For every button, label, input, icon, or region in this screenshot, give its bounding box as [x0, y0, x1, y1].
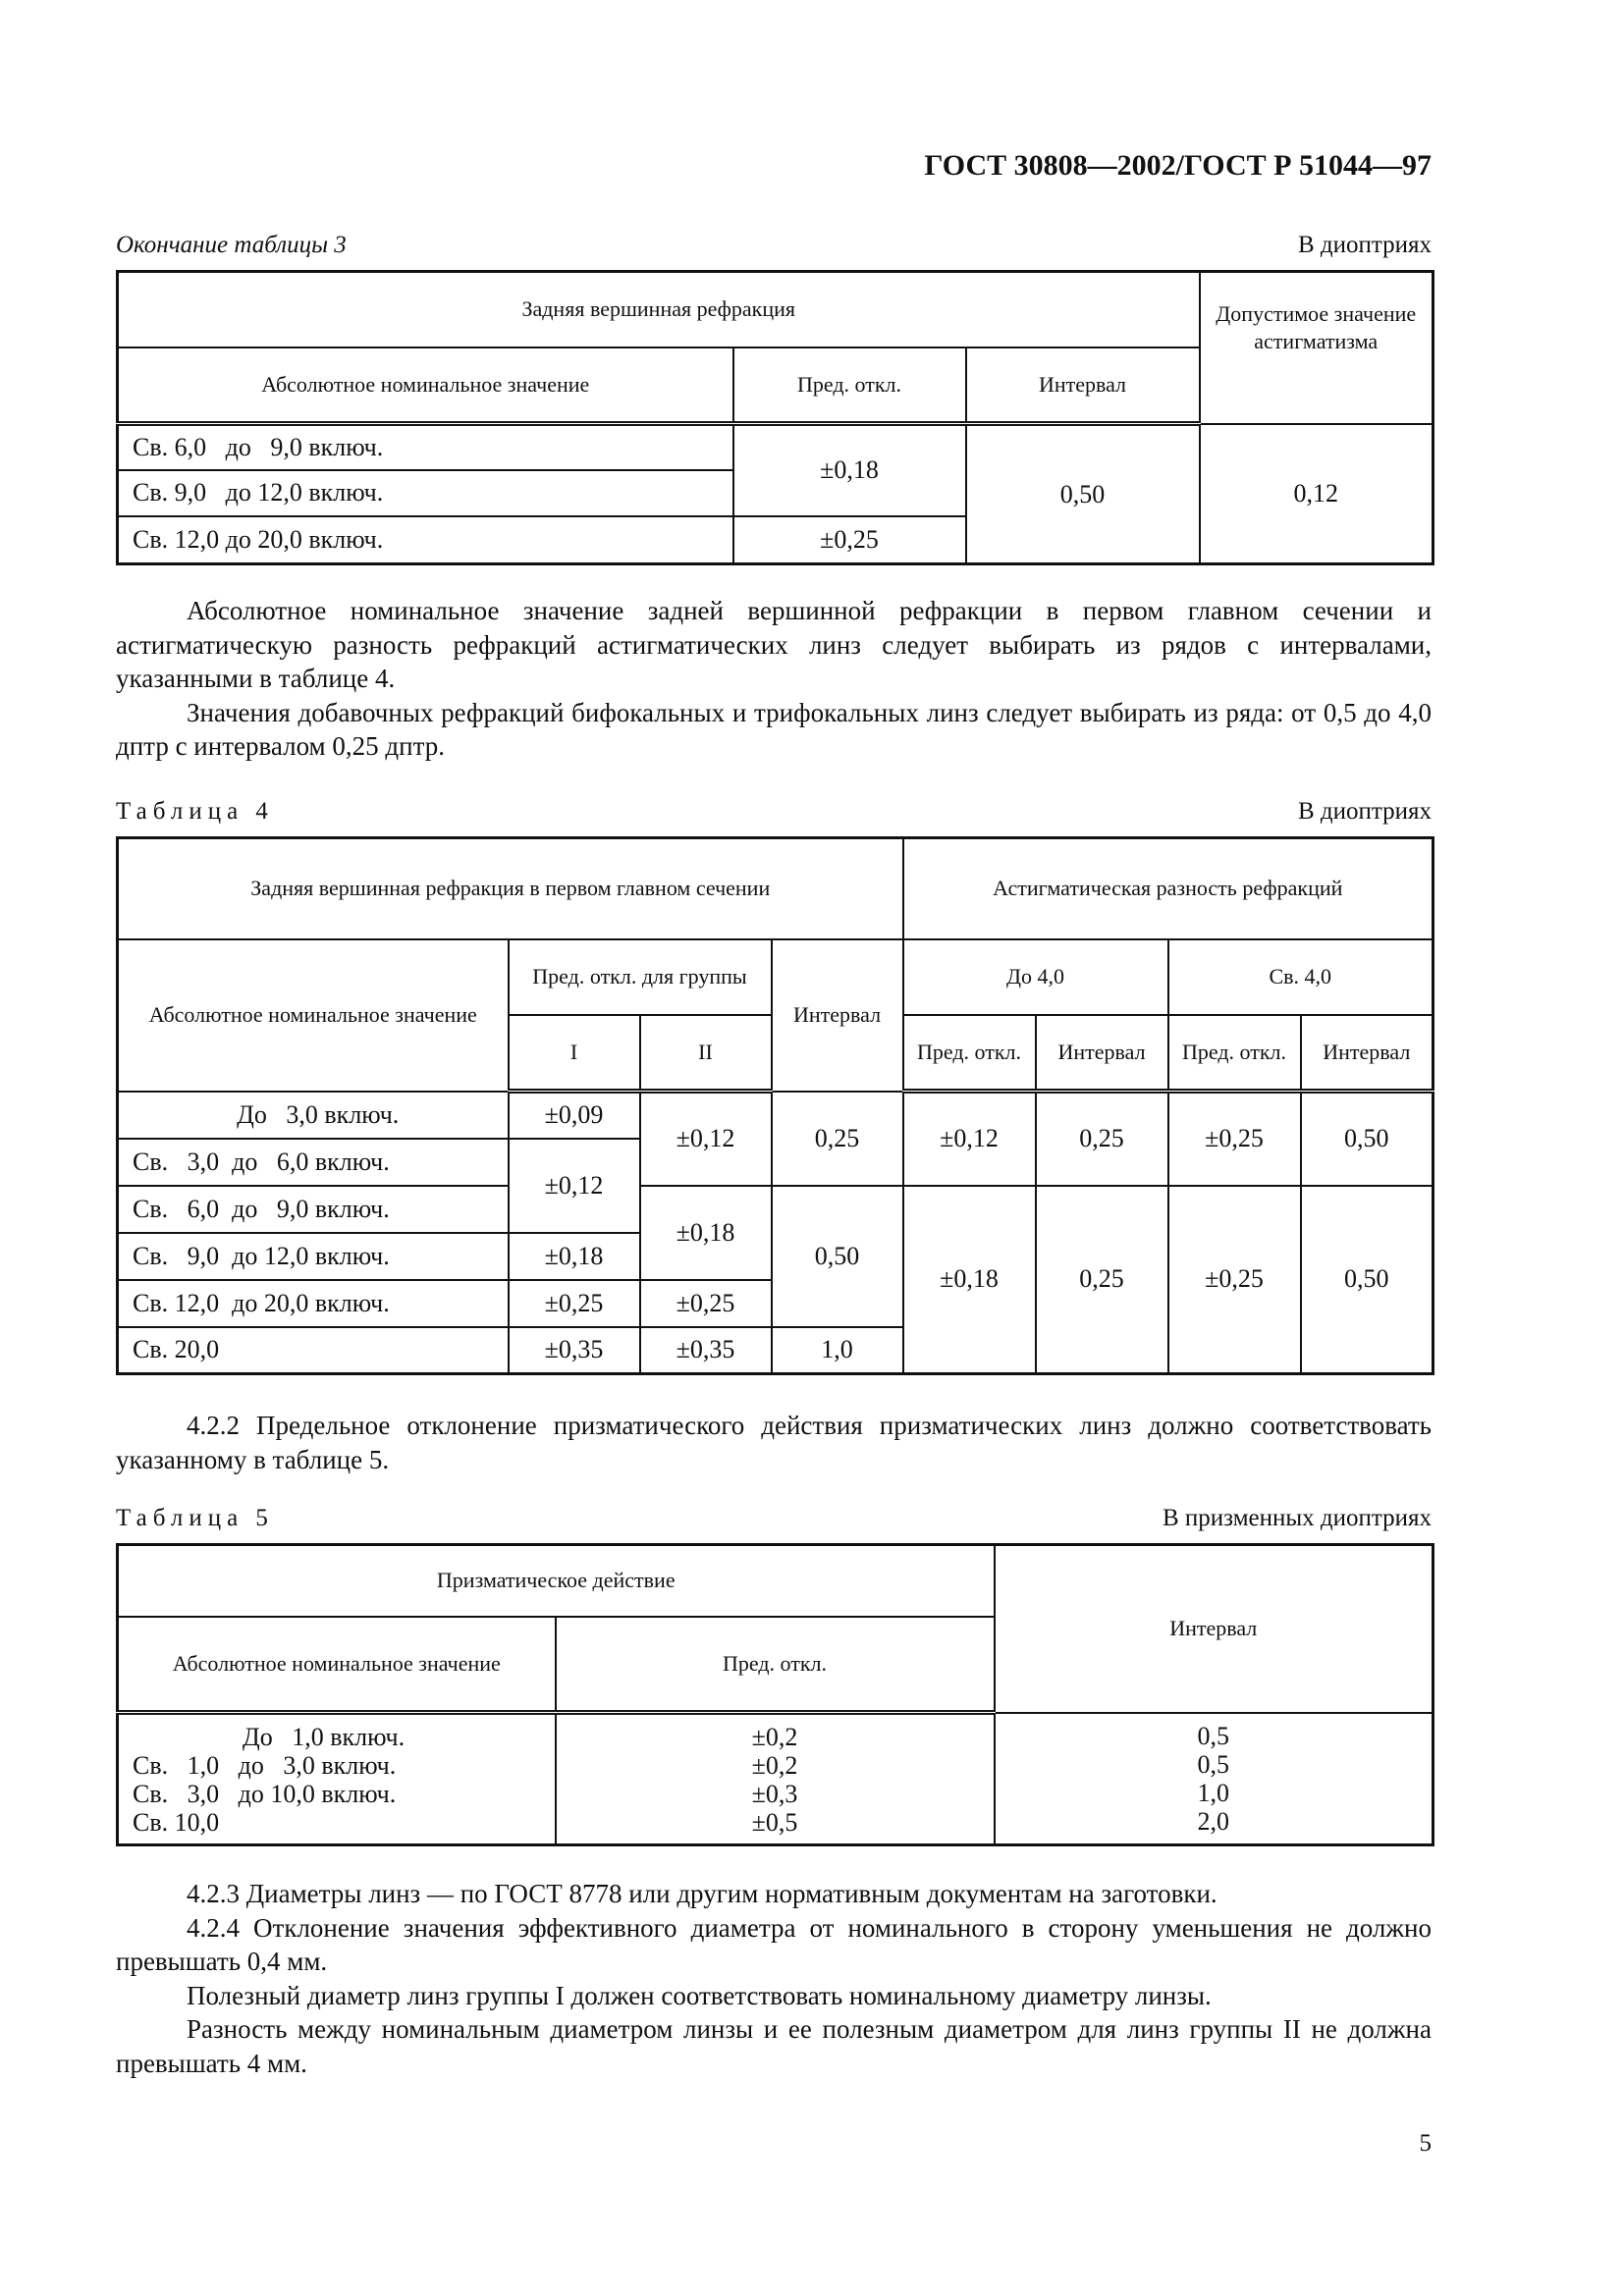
table5-header-dev: Пред. откл.: [556, 1617, 995, 1713]
table-row-label: Св. 9,0 до 12,0 включ.: [118, 1233, 509, 1280]
table-cell: 1,0: [1197, 1778, 1229, 1807]
table-cell: ±0,25: [640, 1280, 772, 1327]
table4-header-int: Интервал: [1036, 1015, 1168, 1092]
table-cell: 0,12: [1200, 424, 1434, 564]
table-cell: ±0,35: [509, 1327, 640, 1374]
table4-header-group: Задняя вершинная рефракция в первом главном сечении: [118, 838, 903, 939]
table-cell: ±0,25: [1168, 1186, 1301, 1374]
table-row-label: Св. 3,0 до 10,0 включ.: [133, 1779, 397, 1808]
paragraph-block-1: [116, 594, 1432, 764]
table-cell: ±0,25: [509, 1280, 640, 1327]
paragraph: Абсолютное номинальное значение задней вершинной рефракции в первом главном сечении и астигматическую разность рефракций астигматических линз следует выбирать из рядов с интервалами, указанными в таблице 4.: [116, 596, 1432, 693]
table-row-label: Св. 12,0 до 20,0 включ.: [118, 1280, 509, 1327]
paragraph: 4.2.2 Предельное отклонение призматического действия призматических линз должно соответствовать указанному в таблице 5.: [116, 1411, 1432, 1474]
table5-dev-col: [556, 1713, 995, 1845]
table-cell: ±0,5: [751, 1807, 798, 1837]
table4-header-dev: Пред. откл.: [903, 1015, 1036, 1092]
table4-header-II: II: [640, 1015, 772, 1092]
table5-header-group: Призматическое действие: [118, 1545, 995, 1617]
table4-caption-row: [116, 798, 1432, 826]
table3-header-group: Задняя вершинная рефракция: [118, 272, 1200, 347]
table4-header-devgroup: Пред. откл. для группы: [509, 939, 772, 1015]
paragraph-block-2: [116, 1409, 1432, 1476]
table5-caption-row: [116, 1505, 1432, 1532]
table4-header-I: I: [509, 1015, 640, 1092]
table3-header-abs: Абсолютное номинальное значение: [118, 347, 733, 424]
table5-labels: [118, 1713, 556, 1845]
paragraph: Полезный диаметр линз группы I должен соответствовать номинальному диаметру линзы.: [187, 1980, 1212, 2010]
page-number: 5: [1419, 2130, 1432, 2157]
table4-header-abs: Абсолютное номинальное значение: [118, 939, 509, 1092]
table-cell: ±0,3: [751, 1779, 798, 1808]
table-row-label: До 1,0 включ.: [243, 1722, 406, 1751]
paragraph-block-3: [116, 1877, 1432, 2080]
table-cell: ±0,12: [509, 1139, 640, 1233]
table-cell: ±0,25: [1168, 1092, 1301, 1186]
table-cell: 0,50: [966, 424, 1200, 564]
table-cell: ±0,2: [751, 1750, 798, 1780]
table-cell: 0,50: [772, 1186, 903, 1327]
table4-caption: Таблица 4: [116, 798, 274, 825]
table-row-label: До 3,0 включ.: [118, 1092, 509, 1139]
table3-units: В диоптриях: [1297, 232, 1432, 258]
table4-header-int: Интервал: [772, 939, 903, 1092]
paragraph: Разность между номинальным диаметром линзы и ее полезным диаметром для линз группы II не должна превышать 4 мм.: [116, 2014, 1432, 2078]
table4: [116, 836, 1434, 1375]
table-cell: 0,50: [1301, 1186, 1434, 1374]
table-cell: 0,25: [1036, 1186, 1168, 1374]
table-cell: ±0,12: [640, 1092, 772, 1186]
table4-header-dev: Пред. откл.: [1168, 1015, 1301, 1092]
table-row-label: Св. 12,0 до 20,0 включ.: [118, 516, 733, 564]
table-cell: 0,25: [772, 1092, 903, 1186]
table-cell: ±0,18: [640, 1186, 772, 1280]
table-cell: 0,5: [1197, 1749, 1229, 1779]
table5: [116, 1543, 1434, 1846]
paragraph: 4.2.3 Диаметры линз — по ГОСТ 8778 или другим нормативным документам на заготовки.: [187, 1879, 1217, 1908]
table3-caption: Окончание таблицы 3: [116, 232, 347, 258]
table-cell: ±0,09: [509, 1092, 640, 1139]
table-cell: ±0,18: [733, 424, 966, 516]
table-cell: 0,5: [1197, 1721, 1229, 1750]
table5-units: В призменных диоптриях: [1162, 1505, 1432, 1531]
table4-header-int: Интервал: [1301, 1015, 1434, 1092]
table3: [116, 270, 1434, 565]
table3-header-astig: Допустимое значение астигматизма: [1200, 272, 1434, 424]
paragraph: Значения добавочных рефракций бифокальных и трифокальных линз следует выбирать из ряда: от 0,5 до 4,0 дптр с интервалом 0,25 дптр.: [116, 697, 1432, 761]
table-row-label: Св. 20,0: [118, 1327, 509, 1374]
table-cell: 0,25: [1036, 1092, 1168, 1186]
table3-caption-row: [116, 232, 1432, 259]
table-row-label: Св. 9,0 до 12,0 включ.: [118, 470, 733, 516]
table-row-label: Св. 10,0: [133, 1807, 220, 1837]
table-cell: 1,0: [772, 1327, 903, 1374]
table5-header-int: Интервал: [995, 1545, 1434, 1713]
table-cell: ±0,35: [640, 1327, 772, 1374]
table-cell: 0,50: [1301, 1092, 1434, 1186]
table3-header-int: Интервал: [966, 347, 1200, 424]
table-cell: ±0,25: [733, 516, 966, 564]
table3-header-dev: Пред. откл.: [733, 347, 966, 424]
document-header: ГОСТ 30808—2002/ГОСТ Р 51044—97: [924, 149, 1432, 182]
table4-units: В диоптриях: [1297, 798, 1432, 825]
table-row-label: Св. 6,0 до 9,0 включ.: [118, 424, 733, 470]
table-cell: ±0,12: [903, 1092, 1036, 1186]
table4-header-to4: До 4,0: [903, 939, 1168, 1015]
table-cell: ±0,18: [903, 1186, 1036, 1374]
table-row-label: Св. 6,0 до 9,0 включ.: [118, 1186, 509, 1233]
table-cell: ±0,18: [509, 1233, 640, 1280]
table-cell: 2,0: [1197, 1806, 1229, 1836]
table4-header-astig: Астигматическая разность рефракций: [903, 838, 1434, 939]
table5-int-col: [995, 1713, 1434, 1845]
table5-header-abs: Абсолютное номинальное значение: [118, 1617, 556, 1713]
table5-caption: Таблица 5: [116, 1505, 274, 1531]
paragraph: 4.2.4 Отклонение значения эффективного диаметра от номинального в сторону уменьшения не должно превышать 0,4 мм.: [116, 1912, 1432, 1976]
table-row-label: Св. 3,0 до 6,0 включ.: [118, 1139, 509, 1186]
table4-header-over4: Св. 4,0: [1168, 939, 1434, 1015]
table-cell: ±0,2: [751, 1722, 798, 1751]
table-row-label: Св. 1,0 до 3,0 включ.: [133, 1750, 397, 1780]
